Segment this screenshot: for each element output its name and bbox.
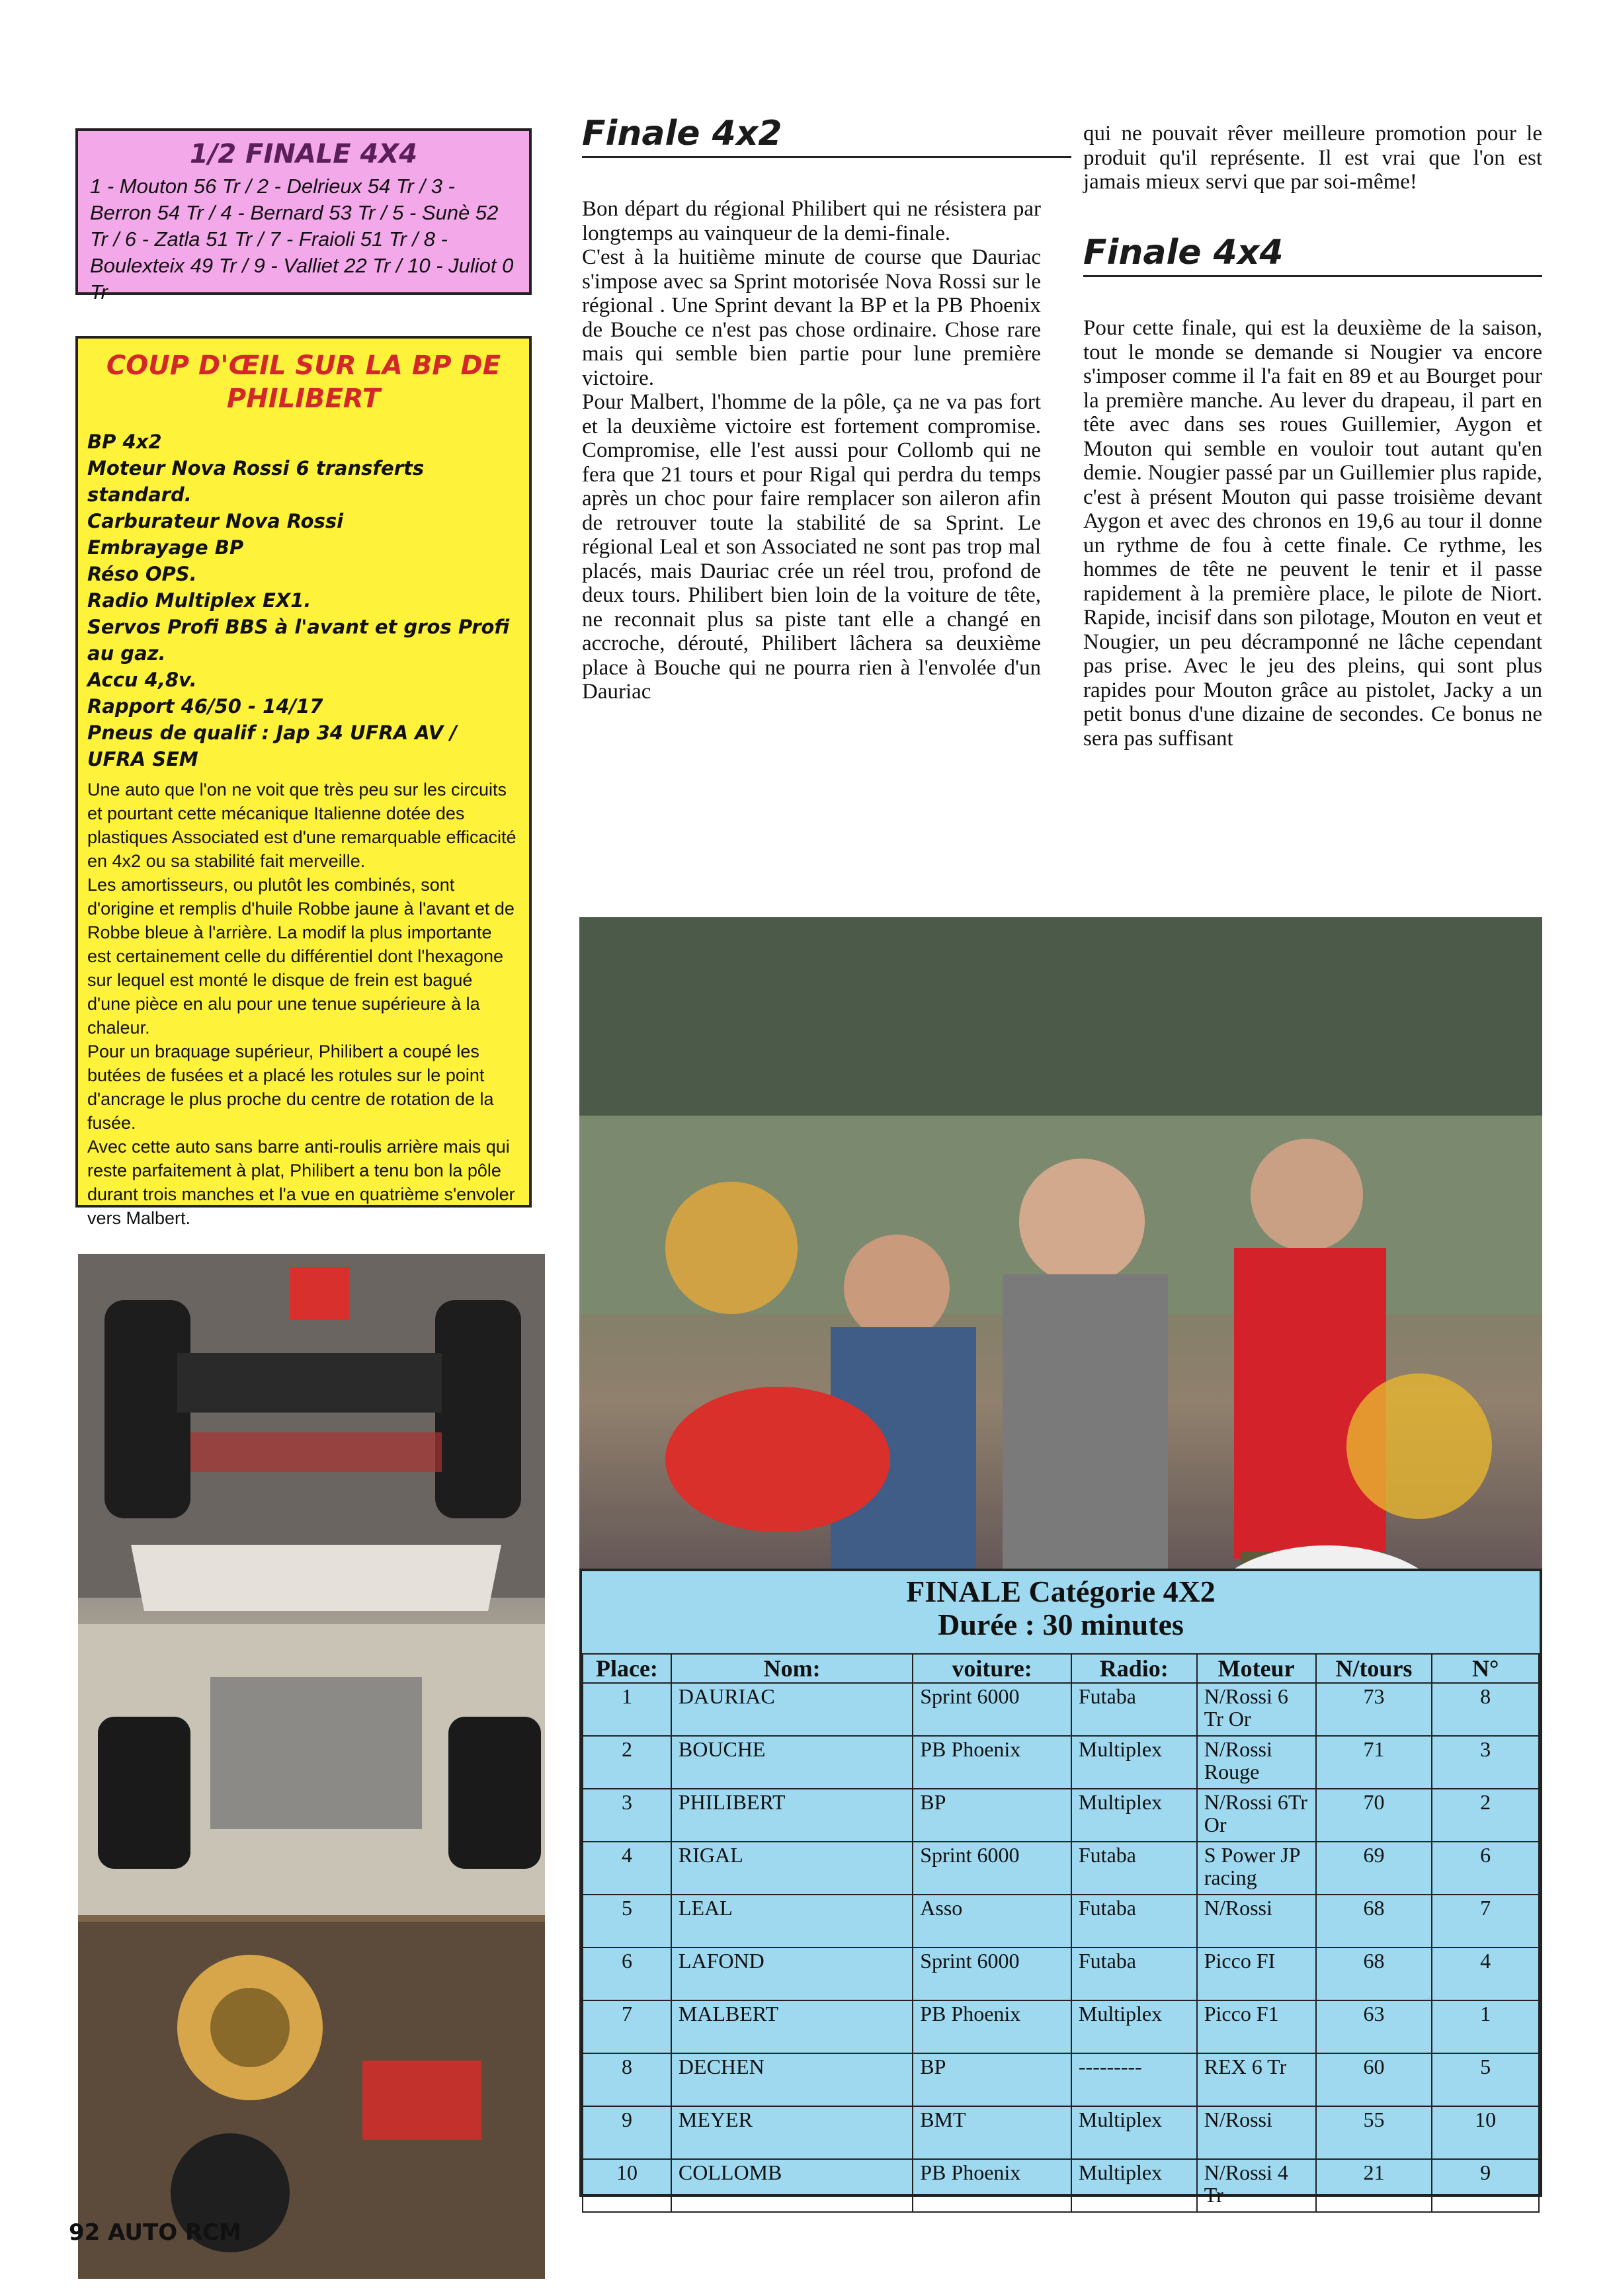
spec-item: BP 4x2	[87, 430, 162, 453]
table-cell: Futaba	[1071, 1683, 1197, 1736]
semi-final-box	[75, 128, 532, 304]
column-header: Nom:	[671, 1654, 913, 1683]
table-cell: 4	[1432, 1948, 1539, 2000]
spec-item: Rapport 46/50 - 14/17	[87, 695, 323, 718]
table-cell: BP	[913, 2053, 1071, 2106]
table-cell: BOUCHE	[671, 1736, 913, 1789]
table-cell: Futaba	[1071, 1895, 1197, 1948]
table-cell: 1	[1432, 2000, 1539, 2053]
table-cell: 1	[583, 1683, 671, 1736]
column3-continuation: qui ne pouvait rêver meilleure promotion pour le produit qu'il représente. Il est vrai que l'on est jamais mieux servi que par soi-même!	[1083, 122, 1542, 194]
table-cell: Asso	[913, 1895, 1071, 1948]
table-cell: 3	[1432, 1736, 1539, 1789]
column-header: Place:	[583, 1654, 671, 1683]
table-cell: LEAL	[671, 1895, 913, 1948]
table-cell: 55	[1316, 2106, 1432, 2159]
page-footer: 92 AUTO RCM	[69, 2219, 241, 2246]
table-cell: N/Rossi 4 Tr	[1197, 2159, 1316, 2212]
table-cell: 69	[1316, 1842, 1432, 1895]
semi-final-title: 1/2 FINALE 4X4	[189, 139, 418, 169]
spec-item: Réso OPS.	[87, 563, 197, 585]
spec-item: Radio Multiplex EX1.	[87, 589, 311, 612]
table-cell: Sprint 6000	[913, 1842, 1071, 1895]
table-cell: ---------	[1071, 2053, 1197, 2106]
table-cell: Futaba	[1071, 1948, 1197, 2000]
column-header: N/tours	[1316, 1654, 1432, 1683]
table-cell: 6	[1432, 1842, 1539, 1895]
table-row	[583, 2159, 1539, 2212]
table-cell: PB Phoenix	[913, 2000, 1071, 2053]
table-row	[583, 1948, 1539, 2000]
sidebar-text	[87, 778, 520, 1230]
results-title-line1: FINALE Catégorie 4X2	[906, 1575, 1216, 1608]
article-paragraph: Bon départ du régional Philibert qui ne résistera par longtemps au vainqueur de la demi-finale.	[582, 197, 1041, 245]
table-cell: 68	[1316, 1948, 1432, 2000]
table-cell: 3	[583, 1789, 671, 1842]
table-cell: MALBERT	[671, 2000, 913, 2053]
table-cell: 71	[1316, 1736, 1432, 1789]
table-cell: Futaba	[1071, 1842, 1197, 1895]
finale-4x4-heading: Finale 4x4	[1083, 233, 1542, 277]
table-cell: COLLOMB	[671, 2159, 913, 2212]
table-cell: Multiplex	[1071, 2106, 1197, 2159]
table-cell: DAURIAC	[671, 1683, 913, 1736]
table-cell: 68	[1316, 1895, 1432, 1948]
table-row	[583, 1683, 1539, 1736]
table-cell: Sprint 6000	[913, 1948, 1071, 2000]
column-header: Radio:	[1071, 1654, 1197, 1683]
table-cell: Picco FI	[1197, 1948, 1316, 2000]
table-cell: N/Rossi	[1197, 2106, 1316, 2159]
results-title-line2: Durée : 30 minutes	[938, 1608, 1184, 1641]
table-cell: MEYER	[671, 2106, 913, 2159]
table-cell: 2	[1432, 1789, 1539, 1842]
table-cell: Sprint 6000	[913, 1683, 1071, 1736]
spec-item: Moteur Nova Rossi 6 transferts standard.	[87, 457, 425, 506]
table-row	[583, 2000, 1539, 2053]
table-cell: N/Rossi	[1197, 1895, 1316, 1948]
table-cell: N/Rossi Rouge	[1197, 1736, 1316, 1789]
table-cell: 8	[1432, 1683, 1539, 1736]
semi-final-results: 1 - Mouton 56 Tr / 2 - Delrieux 54 Tr / 3 - Berron 54 Tr / 4 - Bernard 53 Tr / 5 - Sunè 52 Tr / 6 - Zatla 51 Tr / 7 - Fraioli 51 Tr / 8 - Boulexteix 49 Tr / 9 - Valliet 22 Tr / 10 - Juliot 0 Tr	[90, 175, 514, 304]
table-cell: PB Phoenix	[913, 2159, 1071, 2212]
table-cell: BP	[913, 1789, 1071, 1842]
table-cell: RIGAL	[671, 1842, 913, 1895]
column-header: Moteur	[1197, 1654, 1316, 1683]
sidebar-paragraph: Une auto que l'on ne voit que très peu sur les circuits et pourtant cette mécanique Italienne dotée des plastiques Associated est d'une remarquable efficacité en 4x2 ou sa stabilité fait merveille.	[87, 780, 516, 871]
table-cell: PB Phoenix	[913, 1736, 1071, 1789]
article-paragraph: Pour Malbert, l'homme de la pôle, ça ne va pas fort et la deuxième victoire est fortement compromise. Compromise, elle l'est aussi pour Collomb qui ne fera que 21 tours et pour Rigal qui perdra du temps après un choc pour faire remplacer son aileron afin de retrouver toute la stabilité de sa Sprint. Le régional Leal et son Associated ne sont pas trop mal placés, mais Dauriac crée un réel trou, profond de deux tours. Philibert bien loin de la voiture de tête, ne reconnait plus sa piste tant elle a changé en accroche, dérouté, Philibert lâchera sa deuxième place à Bouche qui ne pourra rien à l'envolée d'un Dauriac	[582, 390, 1041, 704]
table-cell: REX 6 Tr	[1197, 2053, 1316, 2106]
table-row	[583, 1842, 1539, 1895]
sidebar-paragraph: Pour un braquage supérieur, Philibert a coupé les butées de fusées et a placé les rotules sur le point d'ancrage le plus proche du centre de rotation de la fusée.	[87, 1042, 494, 1133]
table-cell: 8	[583, 2053, 671, 2106]
table-cell: N/Rossi 6Tr Or	[1197, 1789, 1316, 1842]
finale-4x4-text: Pour cette finale, qui est la deuxième de la saison, tout le monde se demande si Nougier va encore s'imposer comme il l'a fait en 89 et au Bourget pour la première manche. Au lever du drapeau, il part en tête avec dans ses roues Guillemier, Aygon et Mouton qui semble en vouloir tout autant qu'en demie. Nougier passé par un Guillemier plus rapide, c'est à présent Mouton qui passe troisième devant Aygon et avec des chronos en 19,6 au tour il donne un rythme de fou à cette finale. Ce rythme, les hommes de tête ne peuvent le tenir et il passe rapidement à la première place, le pilote de Niort. Rapide, incisif dans son pilotage, Mouton en veut et Nougier, un peu décramponné ne lâche cependant pas prise. Avec le jeu des pleins, qui sont plus rapides pour Mouton grâce au pistolet, Jacky a un petit bonus d'une dizaine de secondes. Ce bonus ne sera pas suffisant	[1083, 316, 1542, 751]
bp-sidebar	[75, 336, 532, 1228]
spec-item: Embrayage BP	[87, 536, 244, 559]
table-cell: LAFOND	[671, 1948, 913, 2000]
table-cell: Multiplex	[1071, 2159, 1197, 2212]
table-cell: BMT	[913, 2106, 1071, 2159]
table-cell: 2	[583, 1736, 671, 1789]
table-cell: 7	[1432, 1895, 1539, 1948]
sidebar-paragraph: Les amortisseurs, ou plutôt les combinés, sont d'origine et remplis d'huile Robbe jaune à l'avant et de Robbe bleue à l'arrière. La modif la plus importante est certainement celle du différentiel dont l'hexagone sur lequel est monté le disque de frein est bagué d'une pièce en alu pour une tenue supérieure à la chaleur.	[87, 875, 515, 1038]
column-header: N°	[1432, 1654, 1539, 1683]
table-cell: Multiplex	[1071, 1789, 1197, 1842]
table-cell: 21	[1316, 2159, 1432, 2212]
spec-item: Carburateur Nova Rossi	[87, 510, 344, 532]
table-cell: 63	[1316, 2000, 1432, 2053]
table-cell: 73	[1316, 1683, 1432, 1736]
spec-item: Pneus de qualif : Jap 34 UFRA AV / UFRA SEM	[87, 721, 457, 770]
car-chassis-photo	[78, 1254, 545, 2279]
table-cell: Multiplex	[1071, 2000, 1197, 2053]
table-cell: 7	[583, 2000, 671, 2053]
table-row	[583, 2106, 1539, 2159]
spec-item: Accu 4,8v.	[87, 669, 197, 691]
table-cell: 5	[583, 1895, 671, 1948]
table-row	[583, 1789, 1539, 1842]
table-row	[583, 1895, 1539, 1948]
sidebar-paragraph: Avec cette auto sans barre anti-roulis arrière mais qui reste parfaitement à plat, Philibert a tenu bon la pôle durant trois manches et l'a vue en quatrième s'envoler vers Malbert.	[87, 1137, 515, 1228]
table-cell: 9	[1432, 2159, 1539, 2212]
table-cell: S Power JP racing	[1197, 1842, 1316, 1895]
table-cell: 10	[1432, 2106, 1539, 2159]
table-cell: 10	[583, 2159, 671, 2212]
table-cell: DECHEN	[671, 2053, 913, 2106]
table-cell: Multiplex	[1071, 1736, 1197, 1789]
table-cell: 60	[1316, 2053, 1432, 2106]
article-paragraph: C'est à la huitième minute de course que Dauriac s'impose avec sa Sprint motorisée Nova Rossi sur le régional . Une Sprint devant la BP et la PB Phoenix de Bouche ce n'est pas chose ordinaire. Chose rare mais qui semble bien partie pour lune première victoire.	[582, 245, 1041, 390]
finale-4x2-text	[582, 197, 1041, 704]
sidebar-title: COUP D'ŒIL SUR LA BP DE PHILIBERT	[106, 350, 501, 414]
table-row	[583, 1736, 1539, 1789]
table-cell: PHILIBERT	[671, 1789, 913, 1842]
results-table	[582, 1653, 1540, 2213]
table-row	[583, 2053, 1539, 2106]
finale-4x2-heading: Finale 4x2	[582, 114, 1071, 158]
table-cell: 70	[1316, 1789, 1432, 1842]
table-cell: 6	[583, 1948, 671, 2000]
results-table-box	[579, 1569, 1542, 2207]
table-cell: 4	[583, 1842, 671, 1895]
table-cell: Picco F1	[1197, 2000, 1316, 2053]
table-cell: 5	[1432, 2053, 1539, 2106]
spec-item: Servos Profi BBS à l'avant et gros Profi au gaz.	[87, 616, 510, 665]
table-cell: 9	[583, 2106, 671, 2159]
column-header: voiture:	[913, 1654, 1071, 1683]
table-cell: N/Rossi 6 Tr Or	[1197, 1683, 1316, 1736]
spec-list	[87, 429, 520, 772]
